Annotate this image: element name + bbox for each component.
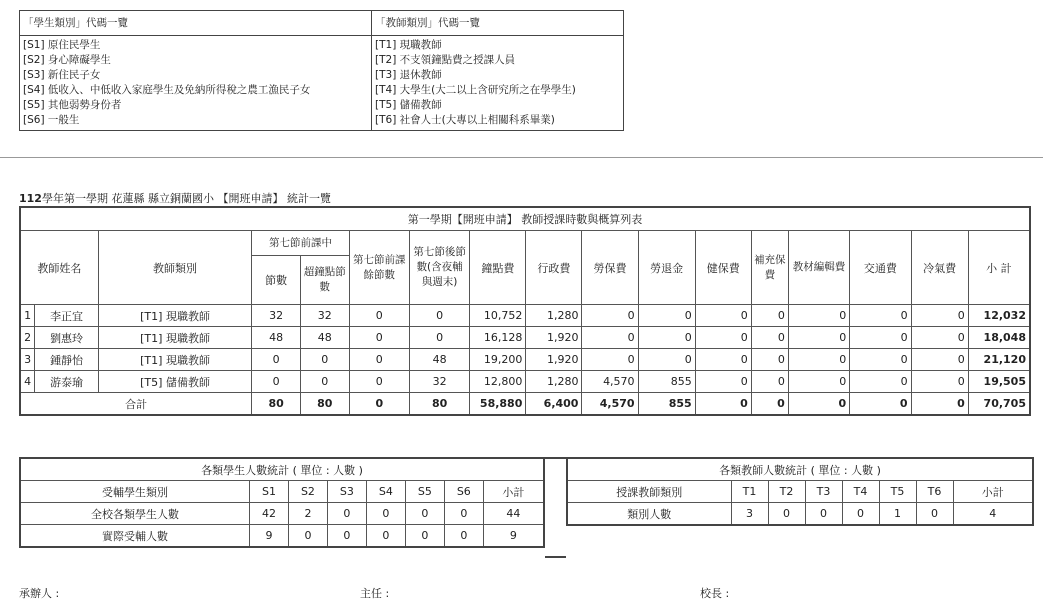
col-header: T5 — [879, 481, 916, 503]
col-header: S3 — [327, 481, 366, 503]
health-insurance-cell: 0 — [695, 305, 751, 327]
count-cell: 44 — [483, 503, 544, 525]
materials-fee-cell: 0 — [788, 349, 849, 371]
total-labor-pension: 855 — [638, 393, 695, 416]
count-cell: 42 — [250, 503, 289, 525]
subtotal-cell: 21,120 — [968, 349, 1030, 371]
row-label: 全校各類學生人數 — [20, 503, 250, 525]
table-separator — [545, 457, 566, 558]
count-cell: 0 — [916, 503, 953, 526]
col-header: T4 — [842, 481, 879, 503]
transport-fee-cell: 0 — [850, 349, 911, 371]
teacher-name: 李正宜 — [35, 305, 99, 327]
header-teacher-name: 教師姓名 — [20, 231, 98, 305]
count-cell: 0 — [405, 503, 444, 525]
row-number: 3 — [20, 349, 35, 371]
teacher-count-table — [566, 457, 1034, 526]
count-cell: 0 — [842, 503, 879, 526]
teacher-code-item: [T2] 不支領鐘點費之授課人員 — [375, 54, 516, 66]
teacher-type-header: 授課教師類別 — [567, 481, 731, 503]
over-hours-cell: 0 — [300, 371, 349, 393]
col-header: S5 — [405, 481, 444, 503]
count-cell: 1 — [879, 503, 916, 526]
count-cell: 0 — [405, 525, 444, 548]
teacher-table-caption: 各類教師人數統計 ( 單位 : 人數 ) — [567, 458, 1033, 481]
table-row — [20, 305, 1030, 327]
count-cell: 0 — [444, 525, 483, 548]
hours-cell: 0 — [252, 371, 301, 393]
count-cell: 0 — [288, 525, 327, 548]
student-codes-list — [20, 36, 372, 131]
admin-fee-cell: 1,920 — [526, 349, 582, 371]
count-cell: 3 — [731, 503, 768, 526]
labor-pension-cell: 0 — [638, 327, 695, 349]
admin-fee-cell: 1,280 — [526, 305, 582, 327]
col-header: 小計 — [953, 481, 1033, 503]
header-labor-pension: 勞退金 — [638, 231, 695, 305]
hours-cell: 48 — [252, 327, 301, 349]
admin-fee-cell: 1,280 — [526, 371, 582, 393]
hourly-fee-cell: 16,128 — [470, 327, 526, 349]
teacher-code-item: [T1] 現職教師 — [375, 39, 442, 51]
table-row — [20, 327, 1030, 349]
extra-hours-cell: 0 — [349, 349, 409, 371]
total-label: 合計 — [20, 393, 252, 416]
count-cell: 9 — [250, 525, 289, 548]
ac-fee-cell: 0 — [911, 349, 968, 371]
labor-pension-cell: 855 — [638, 371, 695, 393]
col-header: T2 — [768, 481, 805, 503]
ac-fee-cell: 0 — [911, 371, 968, 393]
teacher-type: [T1] 現職教師 — [98, 327, 251, 349]
report-title-text: 學年第一學期 花蓮縣 縣立銅蘭國小 【開班申請】 統計一覽 — [41, 192, 331, 205]
row-label: 實際受輔人數 — [20, 525, 250, 548]
after-7th-cell: 32 — [409, 371, 469, 393]
header-transport-fee: 交通費 — [850, 231, 911, 305]
teacher-code-item: [T3] 退休教師 — [375, 69, 442, 81]
labor-pension-cell: 0 — [638, 349, 695, 371]
student-code-item: [S1] 原住民學生 — [23, 39, 101, 51]
col-header: T1 — [731, 481, 768, 503]
ac-fee-cell: 0 — [911, 305, 968, 327]
count-cell: 0 — [366, 503, 405, 525]
supplementary-insurance-cell: 0 — [751, 371, 788, 393]
header-subtotal: 小 計 — [968, 231, 1030, 305]
report-title-year: 112 — [19, 192, 42, 205]
total-over-hours: 80 — [300, 393, 349, 416]
row-number: 2 — [20, 327, 35, 349]
ac-fee-cell: 0 — [911, 327, 968, 349]
divider-line — [0, 157, 1043, 158]
total-after-7th: 80 — [409, 393, 469, 416]
row-label: 類別人數 — [567, 503, 731, 526]
teacher-name: 劉惠玲 — [35, 327, 99, 349]
table-row — [20, 371, 1030, 393]
director-signature: 主任 : — [360, 587, 390, 600]
labor-pension-cell: 0 — [638, 305, 695, 327]
table-row — [20, 525, 544, 548]
transport-fee-cell: 0 — [850, 327, 911, 349]
labor-insurance-cell: 0 — [582, 327, 638, 349]
total-hours: 80 — [252, 393, 301, 416]
supplementary-insurance-cell: 0 — [751, 327, 788, 349]
count-cell: 0 — [768, 503, 805, 526]
grand-total: 70,705 — [968, 393, 1030, 416]
hourly-fee-cell: 12,800 — [470, 371, 526, 393]
subtotal-cell: 12,032 — [968, 305, 1030, 327]
total-labor-insurance: 4,570 — [582, 393, 638, 416]
supplementary-insurance-cell: 0 — [751, 305, 788, 327]
materials-fee-cell: 0 — [788, 371, 849, 393]
header-labor-insurance: 勞保費 — [582, 231, 638, 305]
header-admin-fee: 行政費 — [526, 231, 582, 305]
student-type-header: 受輔學生類別 — [20, 481, 250, 503]
header-hours: 節數 — [252, 256, 301, 305]
admin-fee-cell: 1,920 — [526, 327, 582, 349]
principal-signature: 校長 : — [700, 587, 730, 600]
teacher-code-item: [T4] 大學生(大二以上含研究所之在學學生) — [375, 84, 576, 96]
header-after-7th: 第七節後節數(含夜輔與週末) — [409, 231, 469, 305]
header-materials-fee: 教材編輯費 — [788, 231, 849, 305]
student-code-item: [S6] 一般生 — [23, 114, 80, 126]
row-number: 4 — [20, 371, 35, 393]
total-health-insurance: 0 — [695, 393, 751, 416]
extra-hours-cell: 0 — [349, 371, 409, 393]
labor-insurance-cell: 0 — [582, 305, 638, 327]
subtotal-cell: 19,505 — [968, 371, 1030, 393]
after-7th-cell: 0 — [409, 327, 469, 349]
col-header: S2 — [288, 481, 327, 503]
count-cell: 0 — [366, 525, 405, 548]
health-insurance-cell: 0 — [695, 327, 751, 349]
teacher-codes-list — [372, 36, 624, 131]
total-row — [20, 393, 1030, 416]
transport-fee-cell: 0 — [850, 305, 911, 327]
table-row — [20, 349, 1030, 371]
header-teacher-type: 教師類別 — [98, 231, 251, 305]
hours-cell: 32 — [252, 305, 301, 327]
col-header: S4 — [366, 481, 405, 503]
student-codes-header: 「學生類別」代碼一覽 — [20, 11, 372, 36]
header-hourly-fee: 鐘點費 — [470, 231, 526, 305]
total-ac-fee: 0 — [911, 393, 968, 416]
teacher-type: [T1] 現職教師 — [98, 305, 251, 327]
subtotal-cell: 18,048 — [968, 327, 1030, 349]
extra-hours-cell: 0 — [349, 305, 409, 327]
labor-insurance-cell: 0 — [582, 349, 638, 371]
materials-fee-cell: 0 — [788, 305, 849, 327]
student-code-item: [S5] 其他弱勢身份者 — [23, 99, 122, 111]
hourly-fee-cell: 10,752 — [470, 305, 526, 327]
code-legend-table — [19, 10, 624, 131]
row-number: 1 — [20, 305, 35, 327]
header-supplementary-insurance: 補充保費 — [751, 231, 788, 305]
count-cell: 0 — [805, 503, 842, 526]
header-health-insurance: 健保費 — [695, 231, 751, 305]
over-hours-cell: 0 — [300, 349, 349, 371]
total-extra-hours: 0 — [349, 393, 409, 416]
col-header: 小計 — [483, 481, 544, 503]
teacher-hours-table — [19, 206, 1031, 416]
over-hours-cell: 32 — [300, 305, 349, 327]
student-code-item: [S3] 新住民子女 — [23, 69, 101, 81]
hours-cell: 0 — [252, 349, 301, 371]
col-header: S1 — [250, 481, 289, 503]
student-table-caption: 各類學生人數統計 ( 單位 : 人數 ) — [20, 458, 544, 481]
header-extra-hours: 第七節前課 餘節數 — [349, 231, 409, 305]
health-insurance-cell: 0 — [695, 349, 751, 371]
report-title — [19, 190, 331, 206]
count-cell: 0 — [444, 503, 483, 525]
header-over-hours: 超鐘點節數 — [300, 256, 349, 305]
table-row — [20, 503, 544, 525]
teacher-code-item: [T5] 儲備教師 — [375, 99, 442, 111]
materials-fee-cell: 0 — [788, 327, 849, 349]
count-cell: 0 — [327, 525, 366, 548]
total-hourly-fee: 58,880 — [470, 393, 526, 416]
total-supplementary-insurance: 0 — [751, 393, 788, 416]
extra-hours-cell: 0 — [349, 327, 409, 349]
col-header: T3 — [805, 481, 842, 503]
handler-signature: 承辦人 : — [19, 587, 60, 600]
count-cell: 9 — [483, 525, 544, 548]
labor-insurance-cell: 4,570 — [582, 371, 638, 393]
header-ac-fee: 冷氣費 — [911, 231, 968, 305]
teacher-type: [T1] 現職教師 — [98, 349, 251, 371]
count-cell: 0 — [327, 503, 366, 525]
total-admin-fee: 6,400 — [526, 393, 582, 416]
after-7th-cell: 0 — [409, 305, 469, 327]
total-materials-fee: 0 — [788, 393, 849, 416]
student-count-table — [19, 457, 545, 548]
after-7th-cell: 48 — [409, 349, 469, 371]
student-code-item: [S4] 低收入、中低收入家庭學生及免納所得稅之農工漁民子女 — [23, 84, 311, 96]
supplementary-insurance-cell: 0 — [751, 349, 788, 371]
col-header: S6 — [444, 481, 483, 503]
teacher-code-item: [T6] 社會人士(大專以上相關科系畢業) — [375, 114, 555, 126]
teacher-type: [T5] 儲備教師 — [98, 371, 251, 393]
count-cell: 4 — [953, 503, 1033, 526]
total-transport-fee: 0 — [850, 393, 911, 416]
header-before-7th: 第七節前課中 — [252, 231, 349, 256]
col-header: T6 — [916, 481, 953, 503]
count-cell: 2 — [288, 503, 327, 525]
main-table-caption: 第一學期【開班申請】 教師授課時數與概算列表 — [20, 207, 1030, 231]
teacher-codes-header: 「教師類別」代碼一覽 — [372, 11, 624, 36]
over-hours-cell: 48 — [300, 327, 349, 349]
transport-fee-cell: 0 — [850, 371, 911, 393]
health-insurance-cell: 0 — [695, 371, 751, 393]
hourly-fee-cell: 19,200 — [470, 349, 526, 371]
teacher-name: 游泰瑜 — [35, 371, 99, 393]
student-code-item: [S2] 身心障礙學生 — [23, 54, 111, 66]
teacher-name: 鍾靜怡 — [35, 349, 99, 371]
